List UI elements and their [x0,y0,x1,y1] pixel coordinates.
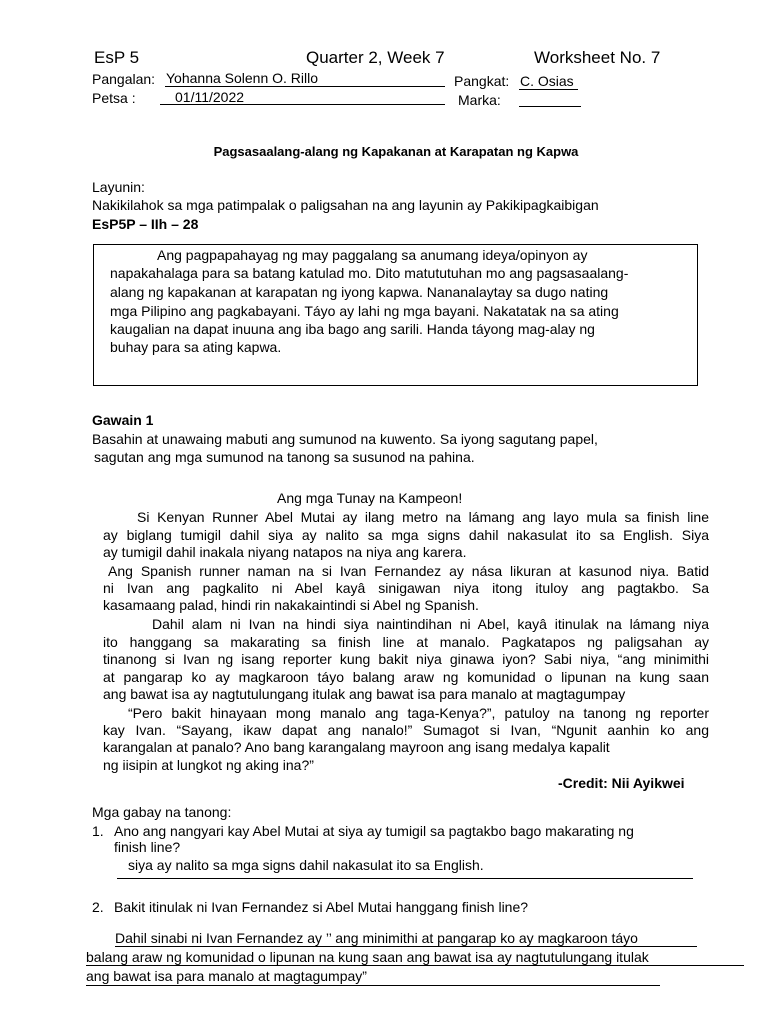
question-2-text: Bakit itinulak ni Ivan Fernandez si Abel Mutai hanggang finish line? [114,899,529,915]
story-line: kasamaang palad, hindi rin nakakaintindi si Abel ng Spanish. [103,597,479,613]
question-1-line: Ano ang nangyari kay Abel Mutai at siya ay tumigil sa pagtakbo bago makarating ng [114,823,634,839]
story-line: ang bawat isa ay nagtutulungang itulak ang bawat isa para manalo at magtagumpay [103,686,626,702]
section-value: C. Osias [520,73,574,89]
activity-instruction: sagutan ang mga sumunod na tanong sa susunod na pahina. [94,449,475,465]
answer-2-line: ang bawat isa para manalo at magtagumpay” [86,968,367,984]
intro-line: Ang pagpapahayag ng may paggalang sa anumang ideya/opinyon ay [157,247,588,263]
objective-text: Nakikilahok sa mga patimpalak o paligsahan na ang layunin ay Pakikipagkaibigan [92,197,599,213]
grade-underline [519,106,581,107]
quarter-week-label: Quarter 2, Week 7 [306,48,445,67]
questions-label: Mga gabay na tanong: [92,804,232,820]
story-line: Dahil alam ni Ivan na hindi siya naintindihan ni Abel, kayâ itinulak na lámang niya [152,616,709,632]
name-label: Pangalan: [92,71,156,87]
story-line: karangalan at panalo? Ano bang karangalang mayroon ang isang medalya kapalit [103,739,610,755]
objective-label: Layunin: [92,179,145,195]
intro-line: alang ng kapakanan at karapatan ng iyong kapwa. Nananalaytay sa dugo nating [110,284,609,300]
date-underline [160,104,445,105]
activity-label: Gawain 1 [92,412,154,428]
section-underline [519,89,578,90]
story-line: tinanong si Ivan ng isang reporter kung bakit niya ginawa iyon? Sabi niya, “ang minimithi [103,651,709,667]
question-1-line: finish line? [114,839,181,855]
answer-2-underline [86,985,660,986]
story-line: Ang Spanish runner naman na si Ivan Fernandez ay nása likuran at kasunod niya. Batid [108,563,709,579]
story-title: Ang mga Tunay na Kampeon! [277,490,463,506]
story-credit: -Credit: Nii Ayikwei [558,775,685,791]
answer-2-line: balang araw ng komunidad o lipunan na kung saan ang bawat isa ay nagtutulungang itulak [86,949,649,965]
answer-2-line: Dahil sinabi ni Ivan Fernandez ay ’’ ang minimithi at pangarap ko ay magkaroon táyo [115,930,638,946]
answer-2-underline [115,946,697,947]
name-value: Yohanna Solenn O. Rillo [166,70,319,86]
story-line: at pangarap ko ay magkaroon táyo balang araw ng komunidad o lipunan na kung saan [103,669,709,685]
intro-line: buhay para sa ating kapwa. [110,339,282,355]
answer-2-underline [86,965,744,966]
competency-code: EsP5P – IIh – 28 [92,216,199,232]
story-line: ng iisipin at lungkot ng aking ina?” [103,757,314,773]
activity-instruction: Basahin at unawaing mabuti ang sumunod na kuwento. Sa iyong sagutang papel, [92,431,598,447]
question-number: 2. [92,899,104,915]
grade-label: Marka: [458,92,501,108]
subject-label: EsP 5 [94,48,140,67]
section-label: Pangkat: [454,73,510,89]
date-value: 01/11/2022 [175,89,245,105]
story-line: Si Kenyan Runner Abel Mutai ay ilang metro na lámang ang layo mula sa finish line [137,509,709,525]
answer-1: siya ay nalito sa mga signs dahil nakasulat ito sa English. [128,857,484,873]
story-line: ito hanggang sa makarating sa finish line at manalo. Pagkatapos ng paligsahan ay [103,634,709,650]
worksheet-label: Worksheet No. 7 [534,48,661,67]
date-label: Petsa : [92,90,136,106]
story-line: kay Ivan. “Sayang, ikaw dapat ang nanalo!” Sumagot si Ivan, “Ngunit aanhin ko ang [103,722,709,738]
story-line: ay tumigil dahil inakala niyang natapos na niya ang karera. [103,544,467,560]
answer-1-underline [117,878,693,879]
lesson-title: Pagsasaalang-alang ng Kapakanan at Karapatan ng Kapwa [213,144,579,159]
story-line: ay biglang tumigil dahil siya ay nalito sa mga signs dahil nakasulat ito sa English. Siya [103,527,709,543]
question-number: 1. [92,823,104,839]
intro-line: napakahalaga para sa batang katulad mo. Dito matututuhan mo ang pagsasaalang- [110,265,629,281]
intro-line: kaugalian na dapat inuuna ang iba bago ang sarili. Handa táyong mag-alay ng [110,321,595,337]
intro-line: mga Pilipino ang pagkabayani. Táyo ay lahi ng mga bayani. Nakatatak na sa ating [110,303,619,319]
story-line: ni Ivan ang pagkalito ni Abel kayâ sinigawan niya itong ituloy ang pagtakbo. Sa [103,580,709,596]
story-line: “Pero bakit hinayaan mong manalo ang taga-Kenya?”, patuloy na tanong ng reporter [128,705,709,721]
name-underline [165,86,445,87]
